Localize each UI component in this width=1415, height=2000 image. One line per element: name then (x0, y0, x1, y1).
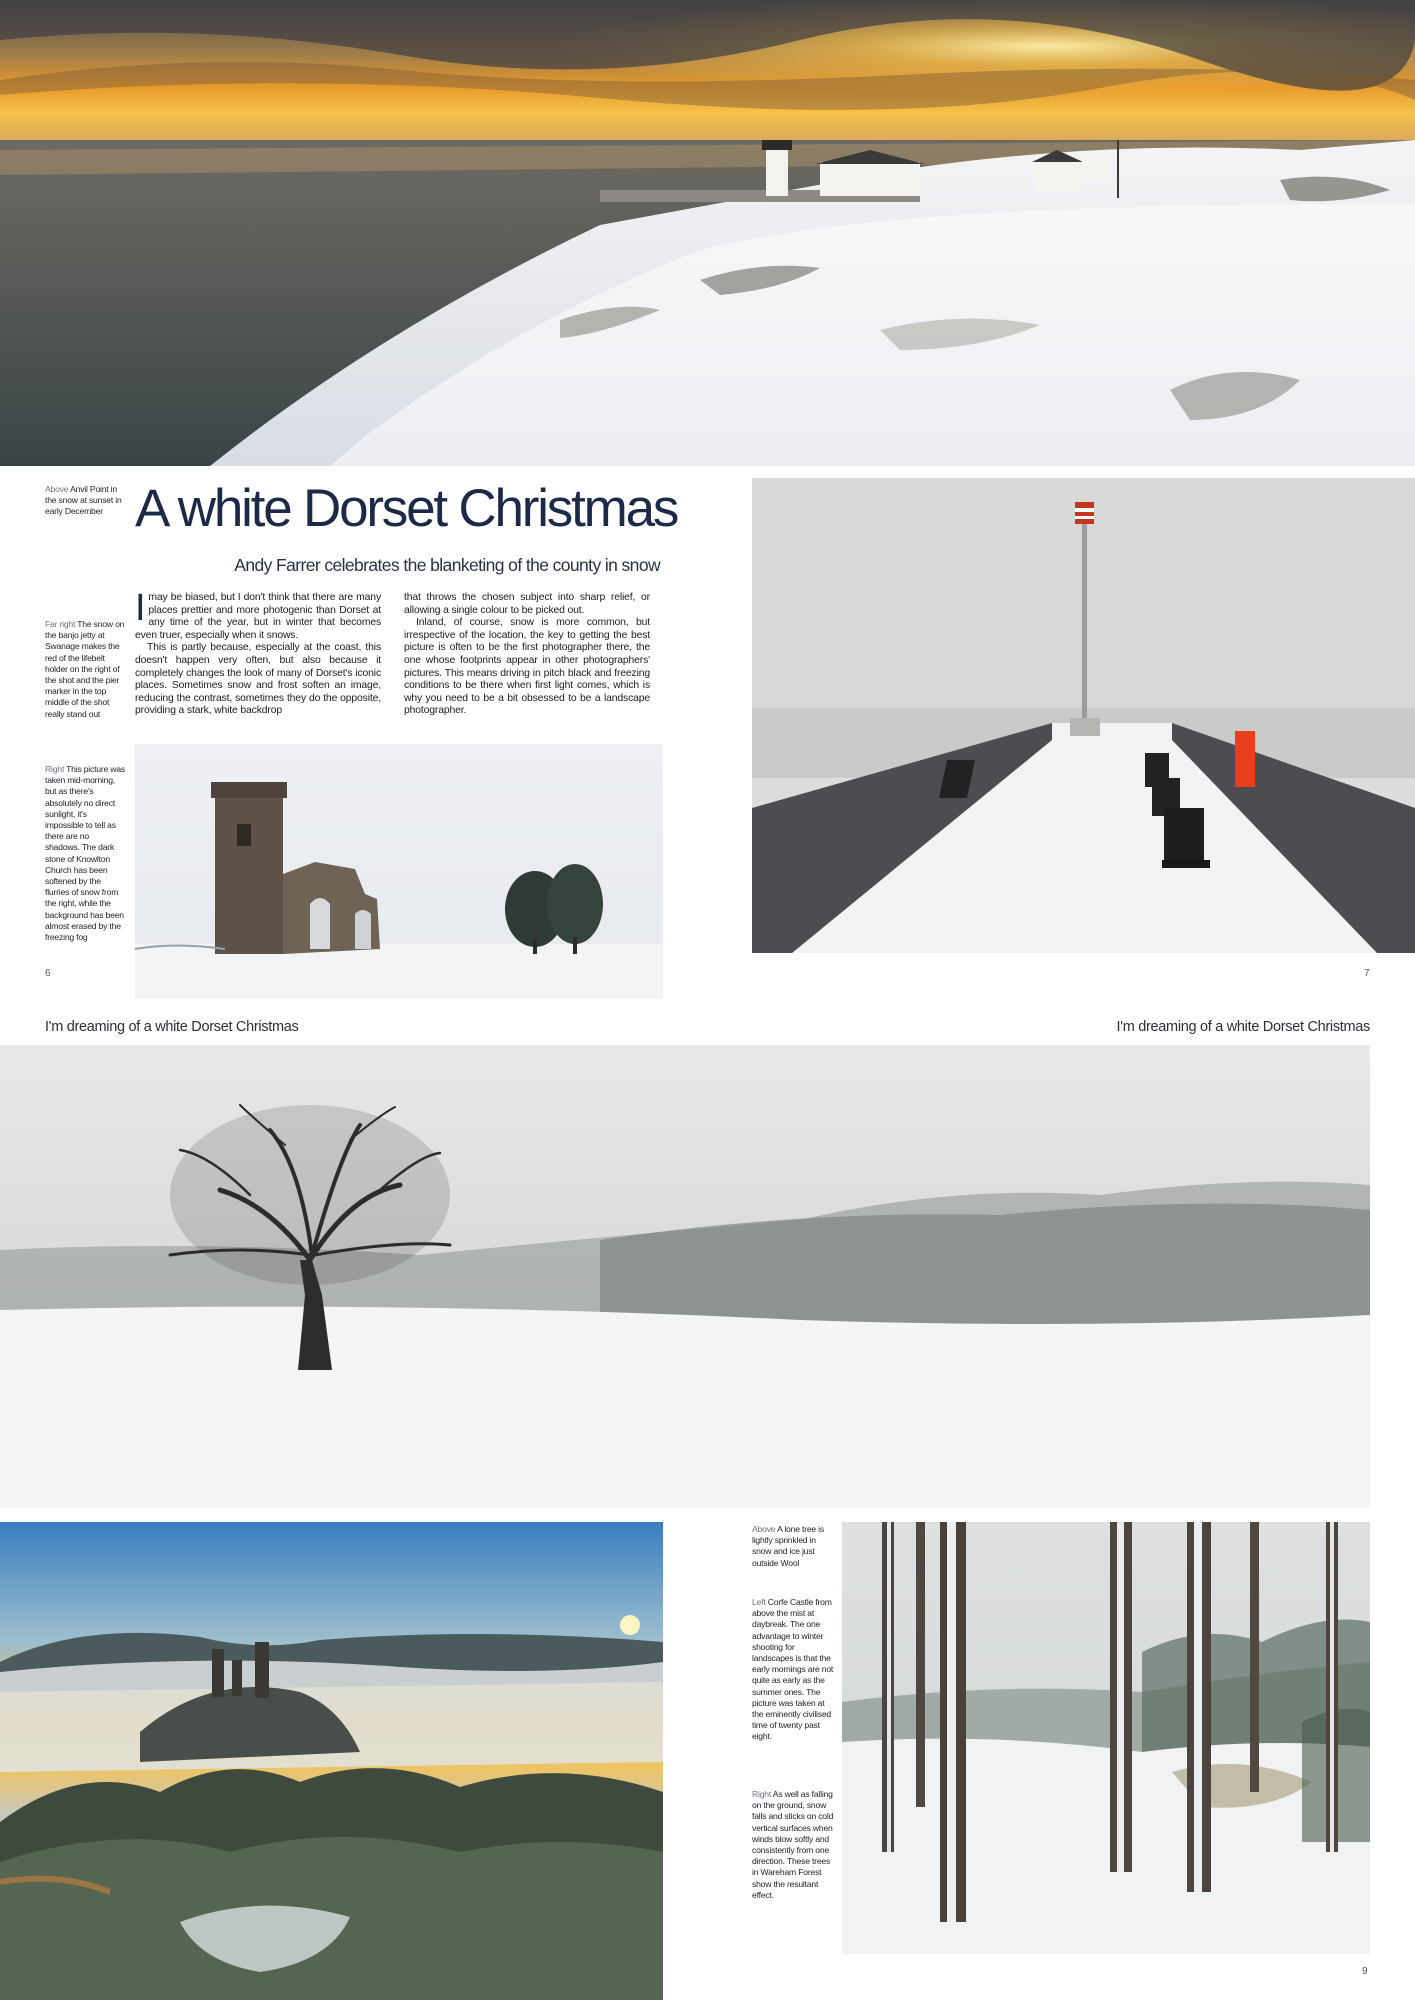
caption-lone-tree (752, 1524, 834, 1569)
caption-anvil-point (45, 484, 127, 518)
anvil-point-photo (0, 0, 1415, 466)
caption-text: A lone tree is lightly sprinkled in snow and ice just outside Wool (752, 1524, 824, 1568)
body-paragraph: that throws the chosen subject into sharp relief, or allowing a single colour to be picked out. (404, 592, 650, 616)
caption-corfe-castle (752, 1597, 834, 1743)
page-number: 7 (1364, 968, 1370, 979)
caption-text: Corfe Castle from above the mist at daybreak. The one advantage to winter shooting for landscapes is that the early mornings are not quite as early as the summer ones. The picture was taken at the eminently civilised time of twenty past eight. (752, 1597, 834, 1742)
caption-label: Above (752, 1524, 776, 1534)
article-headline: A white Dorset Christmas (135, 479, 678, 538)
body-paragraph: This is partly because, especially at the coast, this doesn't happen very often, but also because it completely changes the look of many of Dorset's iconic places. Sometimes snow and frost soften an image, reducing the contrast, sometimes they do the opposite, providing a stark, white backdrop (135, 642, 381, 717)
page-number: 9 (1362, 1966, 1368, 1977)
caption-knowlton-church (45, 764, 125, 943)
caption-label: Left (752, 1597, 766, 1607)
running-header-right: I'm dreaming of a white Dorset Christmas (1116, 1019, 1370, 1035)
caption-wareham-forest (752, 1789, 834, 1901)
caption-text: The snow on the banjo jetty at Swanage makes the red of the lifebelt holder on the right of the shot and the pier marker in the top middle of the shot really stand out (45, 619, 125, 719)
caption-banjo-jetty (45, 619, 127, 720)
lone-tree-photo (0, 1045, 1370, 1508)
wareham-forest-photo (842, 1522, 1370, 1954)
body-column-1 (135, 587, 381, 718)
caption-text: Anvil Point in the snow at sunset in early December (45, 484, 122, 517)
caption-label: Right (45, 764, 65, 774)
caption-label: Above (45, 484, 69, 494)
body-paragraph: Inland, of course, snow is more common, but irrespective of the location, the key to getting the best picture is often to be the first photographer there, the one whose footprints appear in other photographers' pictures. This means driving in pitch black and freezing conditions to be there when first light comes, which is why you need to be a bit obsessed to be a landscape photographer. (404, 617, 650, 717)
caption-label: Far right (45, 619, 76, 629)
caption-text: As well as falling on the ground, snow falls and sticks on cold vertical surfaces when winds blow softly and consistently from one direction. These trees in Wareham Forest show the resultant effect. (752, 1789, 834, 1900)
body-text: may be biased, but I don't think that there are many places prettier and more photogenic than Dorset at any time of the year, but in winter that becomes even truer, especially when it snows. (135, 592, 381, 641)
drop-cap: I (135, 587, 146, 629)
body-paragraph (135, 587, 381, 642)
running-header-left: I'm dreaming of a white Dorset Christmas (45, 1019, 299, 1035)
caption-label: Right (752, 1789, 772, 1799)
body-column-2 (404, 592, 650, 718)
swanage-jetty-photo (752, 478, 1415, 953)
article-standfirst: Andy Farrer celebrates the blanketing of the county in snow (234, 555, 660, 575)
caption-text: This picture was taken mid-morning, but as there's absolutely no direct sunlight, it's impossible to tell as there are no shadows. The dark stone of Knowlton Church has been softened by the flurries of snow from the right, while the background has been almost erased by the freezing fog (45, 764, 125, 943)
page-number: 6 (45, 968, 51, 979)
corfe-castle-photo (0, 1522, 663, 2000)
knowlton-church-photo (135, 744, 663, 999)
